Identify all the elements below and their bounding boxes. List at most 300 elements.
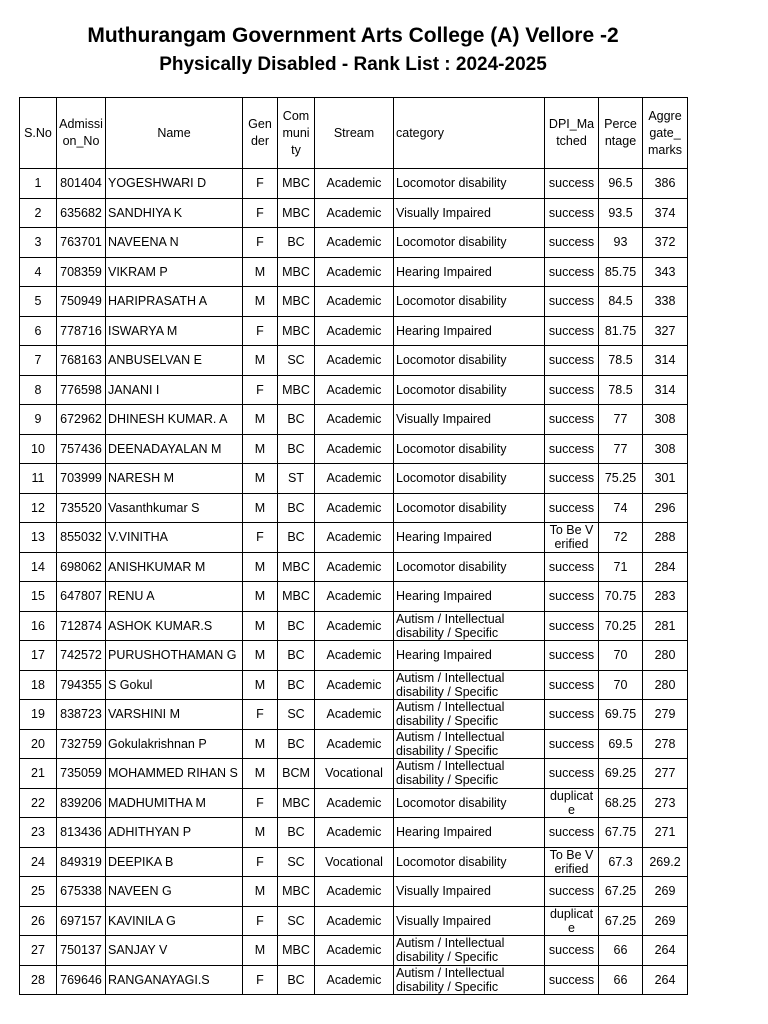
cell-sno: 21 (20, 759, 57, 789)
table-row (20, 670, 688, 700)
cell-stream: Academic (315, 936, 394, 966)
cell-admission-no: 768163 (57, 346, 106, 376)
cell-community: MBC (278, 788, 315, 818)
dpi-text: duplicate (549, 788, 594, 817)
cell-admission-no: 708359 (57, 257, 106, 287)
cell-aggregate-marks: 284 (643, 552, 688, 582)
cell-sno: 11 (20, 464, 57, 494)
cell-aggregate-marks: 308 (643, 405, 688, 435)
table-row (20, 464, 688, 494)
cell-aggregate-marks: 283 (643, 582, 688, 612)
cell-dpi-matched (545, 523, 599, 553)
category-text: Autism / Intellectual disability / Specific (396, 700, 505, 729)
cell-name: ADHITHYAN P (106, 818, 243, 848)
cell-sno: 10 (20, 434, 57, 464)
cell-gender: M (243, 434, 278, 464)
cell-dpi-matched: success (545, 936, 599, 966)
table-row (20, 228, 688, 258)
table-row (20, 169, 688, 199)
cell-community: BC (278, 434, 315, 464)
cell-community: BC (278, 611, 315, 641)
cell-admission-no: 635682 (57, 198, 106, 228)
dpi-text: duplicate (549, 906, 594, 935)
cell-admission-no: 801404 (57, 169, 106, 199)
cell-aggregate-marks: 269 (643, 877, 688, 907)
cell-stream: Academic (315, 287, 394, 317)
cell-community: BC (278, 670, 315, 700)
cell-sno: 25 (20, 877, 57, 907)
cell-category: Locomotor disability (394, 375, 545, 405)
cell-dpi-matched: success (545, 552, 599, 582)
cell-gender: M (243, 257, 278, 287)
cell-name: JANANI I (106, 375, 243, 405)
cell-stream: Academic (315, 434, 394, 464)
table-row (20, 759, 688, 789)
cell-category: Visually Impaired (394, 405, 545, 435)
cell-admission-no: 735520 (57, 493, 106, 523)
cell-sno: 28 (20, 965, 57, 995)
table-row (20, 582, 688, 612)
cell-aggregate-marks: 314 (643, 375, 688, 405)
cell-name: DEENADAYALAN M (106, 434, 243, 464)
cell-dpi-matched (545, 847, 599, 877)
cell-sno: 9 (20, 405, 57, 435)
table-body (20, 169, 688, 995)
cell-aggregate-marks: 338 (643, 287, 688, 317)
category-text: Autism / Intellectual disability / Specific (396, 936, 505, 965)
cell-dpi-matched: success (545, 257, 599, 287)
category-text: Autism / Intellectual disability / Specific (396, 670, 505, 699)
cell-stream: Academic (315, 169, 394, 199)
table-row (20, 965, 688, 995)
cell-dpi-matched: success (545, 877, 599, 907)
cell-community: BC (278, 523, 315, 553)
cell-percentage: 67.75 (599, 818, 643, 848)
cell-category: Locomotor disability (394, 346, 545, 376)
cell-category: Hearing Impaired (394, 316, 545, 346)
cell-dpi-matched: success (545, 611, 599, 641)
cell-name: YOGESHWARI D (106, 169, 243, 199)
cell-stream: Academic (315, 405, 394, 435)
header-category: category (394, 98, 545, 169)
cell-aggregate-marks: 288 (643, 523, 688, 553)
category-text: Autism / Intellectual disability / Specific (396, 611, 505, 640)
cell-sno: 13 (20, 523, 57, 553)
header-aggregate-marks: Aggre gate_ marks (643, 98, 688, 169)
cell-stream: Academic (315, 228, 394, 258)
cell-category (394, 965, 545, 995)
cell-sno: 8 (20, 375, 57, 405)
cell-gender: M (243, 818, 278, 848)
cell-community: MBC (278, 198, 315, 228)
table-row (20, 434, 688, 464)
cell-sno: 17 (20, 641, 57, 671)
table-row (20, 936, 688, 966)
cell-gender: F (243, 788, 278, 818)
cell-dpi-matched: success (545, 582, 599, 612)
cell-sno: 1 (20, 169, 57, 199)
table-row (20, 611, 688, 641)
cell-stream: Academic (315, 611, 394, 641)
cell-gender: M (243, 641, 278, 671)
cell-community: MBC (278, 582, 315, 612)
cell-percentage: 81.75 (599, 316, 643, 346)
cell-admission-no: 763701 (57, 228, 106, 258)
category-text: Autism / Intellectual disability / Specific (396, 965, 505, 994)
cell-aggregate-marks: 269.2 (643, 847, 688, 877)
cell-category (394, 611, 545, 641)
cell-admission-no: 778716 (57, 316, 106, 346)
cell-dpi-matched (545, 906, 599, 936)
cell-percentage: 74 (599, 493, 643, 523)
cell-percentage: 84.5 (599, 287, 643, 317)
cell-name: S Gokul (106, 670, 243, 700)
cell-percentage: 67.25 (599, 906, 643, 936)
cell-sno: 23 (20, 818, 57, 848)
cell-aggregate-marks: 269 (643, 906, 688, 936)
cell-percentage: 68.25 (599, 788, 643, 818)
cell-percentage: 93 (599, 228, 643, 258)
cell-gender: M (243, 552, 278, 582)
cell-percentage: 70 (599, 670, 643, 700)
cell-community: MBC (278, 877, 315, 907)
cell-name: Gokulakrishnan P (106, 729, 243, 759)
cell-category: Hearing Impaired (394, 641, 545, 671)
cell-percentage: 69.75 (599, 700, 643, 730)
cell-admission-no: 712874 (57, 611, 106, 641)
cell-admission-no: 750137 (57, 936, 106, 966)
cell-admission-no: 769646 (57, 965, 106, 995)
cell-percentage: 70.75 (599, 582, 643, 612)
cell-percentage: 70 (599, 641, 643, 671)
cell-percentage: 71 (599, 552, 643, 582)
table-row (20, 287, 688, 317)
table-row (20, 375, 688, 405)
cell-category: Locomotor disability (394, 169, 545, 199)
cell-category (394, 729, 545, 759)
table-row (20, 405, 688, 435)
cell-sno: 3 (20, 228, 57, 258)
cell-dpi-matched: success (545, 729, 599, 759)
cell-dpi-matched: success (545, 169, 599, 199)
cell-sno: 27 (20, 936, 57, 966)
cell-stream: Academic (315, 729, 394, 759)
cell-dpi-matched: success (545, 405, 599, 435)
cell-stream: Academic (315, 906, 394, 936)
cell-stream: Vocational (315, 759, 394, 789)
cell-community: BC (278, 641, 315, 671)
table-row (20, 788, 688, 818)
cell-category: Locomotor disability (394, 287, 545, 317)
cell-dpi-matched (545, 788, 599, 818)
cell-name: KAVINILA G (106, 906, 243, 936)
cell-dpi-matched: success (545, 493, 599, 523)
cell-admission-no: 813436 (57, 818, 106, 848)
cell-dpi-matched: success (545, 641, 599, 671)
cell-community: SC (278, 906, 315, 936)
cell-stream: Academic (315, 582, 394, 612)
cell-aggregate-marks: 280 (643, 670, 688, 700)
header-sno: S.No (20, 98, 57, 169)
cell-sno: 24 (20, 847, 57, 877)
cell-gender: M (243, 611, 278, 641)
cell-percentage: 77 (599, 405, 643, 435)
rank-list-title: Physically Disabled - Rank List : 2024-2025 (159, 54, 547, 75)
header-name: Name (106, 98, 243, 169)
cell-community: BC (278, 965, 315, 995)
cell-admission-no: 839206 (57, 788, 106, 818)
cell-dpi-matched: success (545, 375, 599, 405)
cell-aggregate-marks: 278 (643, 729, 688, 759)
cell-category: Visually Impaired (394, 198, 545, 228)
cell-gender: M (243, 729, 278, 759)
header-percentage: Perce ntage (599, 98, 643, 169)
cell-percentage: 67.3 (599, 847, 643, 877)
cell-sno: 12 (20, 493, 57, 523)
cell-category (394, 759, 545, 789)
header-stream: Stream (315, 98, 394, 169)
cell-category: Hearing Impaired (394, 523, 545, 553)
cell-gender: M (243, 346, 278, 376)
cell-gender: M (243, 759, 278, 789)
college-title: Muthurangam Government Arts College (A) Vellore -2 (87, 24, 619, 47)
cell-percentage: 77 (599, 434, 643, 464)
cell-gender: M (243, 877, 278, 907)
cell-stream: Academic (315, 375, 394, 405)
cell-stream: Vocational (315, 847, 394, 877)
cell-gender: F (243, 375, 278, 405)
cell-category: Locomotor disability (394, 847, 545, 877)
cell-dpi-matched: success (545, 346, 599, 376)
cell-community: SC (278, 346, 315, 376)
cell-dpi-matched: success (545, 287, 599, 317)
cell-aggregate-marks: 386 (643, 169, 688, 199)
cell-name: RENU A (106, 582, 243, 612)
cell-gender: F (243, 198, 278, 228)
cell-name: MADHUMITHA M (106, 788, 243, 818)
cell-category: Locomotor disability (394, 493, 545, 523)
cell-name: SANJAY V (106, 936, 243, 966)
cell-gender: M (243, 464, 278, 494)
cell-category (394, 670, 545, 700)
table-row (20, 198, 688, 228)
cell-stream: Academic (315, 198, 394, 228)
header-admission-no: Admissi on_No (57, 98, 106, 169)
header-community: Com muni ty (278, 98, 315, 169)
cell-category: Visually Impaired (394, 877, 545, 907)
cell-stream: Academic (315, 523, 394, 553)
cell-aggregate-marks: 296 (643, 493, 688, 523)
cell-community: MBC (278, 552, 315, 582)
cell-dpi-matched: success (545, 759, 599, 789)
cell-category (394, 700, 545, 730)
table-row (20, 316, 688, 346)
cell-dpi-matched: success (545, 198, 599, 228)
cell-community: ST (278, 464, 315, 494)
cell-admission-no: 742572 (57, 641, 106, 671)
cell-category: Visually Impaired (394, 906, 545, 936)
cell-name: ISWARYA M (106, 316, 243, 346)
table-row (20, 552, 688, 582)
cell-category: Locomotor disability (394, 434, 545, 464)
cell-percentage: 96.5 (599, 169, 643, 199)
cell-community: MBC (278, 169, 315, 199)
cell-stream: Academic (315, 493, 394, 523)
cell-dpi-matched: success (545, 700, 599, 730)
cell-category: Locomotor disability (394, 464, 545, 494)
cell-aggregate-marks: 264 (643, 965, 688, 995)
cell-category (394, 936, 545, 966)
cell-admission-no: 698062 (57, 552, 106, 582)
cell-gender: F (243, 228, 278, 258)
cell-aggregate-marks: 264 (643, 936, 688, 966)
cell-category: Locomotor disability (394, 228, 545, 258)
cell-percentage: 93.5 (599, 198, 643, 228)
cell-sno: 15 (20, 582, 57, 612)
cell-community: BC (278, 405, 315, 435)
category-text: Autism / Intellectual disability / Specific (396, 759, 505, 788)
cell-name: ANISHKUMAR M (106, 552, 243, 582)
cell-dpi-matched: success (545, 316, 599, 346)
cell-admission-no: 675338 (57, 877, 106, 907)
header-dpi-matched: DPI_Ma tched (545, 98, 599, 169)
cell-name: V.VINITHA (106, 523, 243, 553)
cell-percentage: 75.25 (599, 464, 643, 494)
cell-category: Hearing Impaired (394, 818, 545, 848)
cell-admission-no: 855032 (57, 523, 106, 553)
cell-sno: 14 (20, 552, 57, 582)
cell-admission-no: 776598 (57, 375, 106, 405)
cell-dpi-matched: success (545, 228, 599, 258)
cell-sno: 16 (20, 611, 57, 641)
cell-sno: 7 (20, 346, 57, 376)
cell-community: MBC (278, 257, 315, 287)
cell-community: BC (278, 729, 315, 759)
cell-gender: F (243, 965, 278, 995)
cell-gender: M (243, 582, 278, 612)
rank-list-table (19, 97, 688, 995)
cell-gender: M (243, 670, 278, 700)
cell-gender: F (243, 700, 278, 730)
cell-name: SANDHIYA K (106, 198, 243, 228)
cell-aggregate-marks: 279 (643, 700, 688, 730)
cell-gender: M (243, 405, 278, 435)
cell-stream: Academic (315, 346, 394, 376)
cell-community: BC (278, 228, 315, 258)
cell-stream: Academic (315, 670, 394, 700)
table-row (20, 346, 688, 376)
cell-percentage: 67.25 (599, 877, 643, 907)
cell-aggregate-marks: 343 (643, 257, 688, 287)
cell-name: VIKRAM P (106, 257, 243, 287)
cell-percentage: 78.5 (599, 346, 643, 376)
cell-dpi-matched: success (545, 670, 599, 700)
cell-gender: F (243, 169, 278, 199)
table-row (20, 877, 688, 907)
cell-percentage: 69.5 (599, 729, 643, 759)
cell-percentage: 69.25 (599, 759, 643, 789)
cell-category: Locomotor disability (394, 552, 545, 582)
category-text: Autism / Intellectual disability / Specific (396, 729, 505, 758)
cell-community: MBC (278, 287, 315, 317)
cell-stream: Academic (315, 788, 394, 818)
cell-percentage: 78.5 (599, 375, 643, 405)
cell-sno: 19 (20, 700, 57, 730)
cell-community: BC (278, 493, 315, 523)
cell-stream: Academic (315, 818, 394, 848)
cell-admission-no: 703999 (57, 464, 106, 494)
cell-name: VARSHINI M (106, 700, 243, 730)
cell-community: BC (278, 818, 315, 848)
cell-admission-no: 838723 (57, 700, 106, 730)
table-row (20, 700, 688, 730)
table-row (20, 523, 688, 553)
cell-community: MBC (278, 375, 315, 405)
cell-community: MBC (278, 316, 315, 346)
cell-name: MOHAMMED RIHAN S (106, 759, 243, 789)
cell-aggregate-marks: 271 (643, 818, 688, 848)
cell-gender: F (243, 316, 278, 346)
cell-sno: 18 (20, 670, 57, 700)
table-header-row (20, 98, 688, 169)
cell-category: Hearing Impaired (394, 257, 545, 287)
table-row (20, 847, 688, 877)
cell-stream: Academic (315, 257, 394, 287)
cell-sno: 4 (20, 257, 57, 287)
cell-admission-no: 697157 (57, 906, 106, 936)
cell-stream: Academic (315, 700, 394, 730)
cell-stream: Academic (315, 965, 394, 995)
cell-aggregate-marks: 301 (643, 464, 688, 494)
cell-aggregate-marks: 374 (643, 198, 688, 228)
table-row (20, 818, 688, 848)
cell-gender: F (243, 847, 278, 877)
cell-percentage: 72 (599, 523, 643, 553)
cell-community: MBC (278, 936, 315, 966)
cell-gender: M (243, 287, 278, 317)
cell-admission-no: 750949 (57, 287, 106, 317)
cell-community: BCM (278, 759, 315, 789)
table-row (20, 641, 688, 671)
cell-aggregate-marks: 281 (643, 611, 688, 641)
dpi-text: To Be Verified (549, 523, 594, 552)
cell-aggregate-marks: 277 (643, 759, 688, 789)
cell-sno: 2 (20, 198, 57, 228)
cell-admission-no: 849319 (57, 847, 106, 877)
cell-name: NAVEEN G (106, 877, 243, 907)
cell-aggregate-marks: 327 (643, 316, 688, 346)
cell-name: PURUSHOTHAMAN G (106, 641, 243, 671)
cell-admission-no: 794355 (57, 670, 106, 700)
cell-dpi-matched: success (545, 434, 599, 464)
cell-community: SC (278, 700, 315, 730)
cell-percentage: 85.75 (599, 257, 643, 287)
cell-stream: Academic (315, 877, 394, 907)
table-row (20, 906, 688, 936)
cell-gender: F (243, 523, 278, 553)
cell-name: DEEPIKA B (106, 847, 243, 877)
cell-aggregate-marks: 280 (643, 641, 688, 671)
cell-aggregate-marks: 273 (643, 788, 688, 818)
cell-percentage: 70.25 (599, 611, 643, 641)
cell-name: Vasanthkumar S (106, 493, 243, 523)
table-row (20, 257, 688, 287)
cell-admission-no: 735059 (57, 759, 106, 789)
cell-sno: 26 (20, 906, 57, 936)
cell-name: NARESH M (106, 464, 243, 494)
cell-stream: Academic (315, 464, 394, 494)
cell-gender: F (243, 906, 278, 936)
